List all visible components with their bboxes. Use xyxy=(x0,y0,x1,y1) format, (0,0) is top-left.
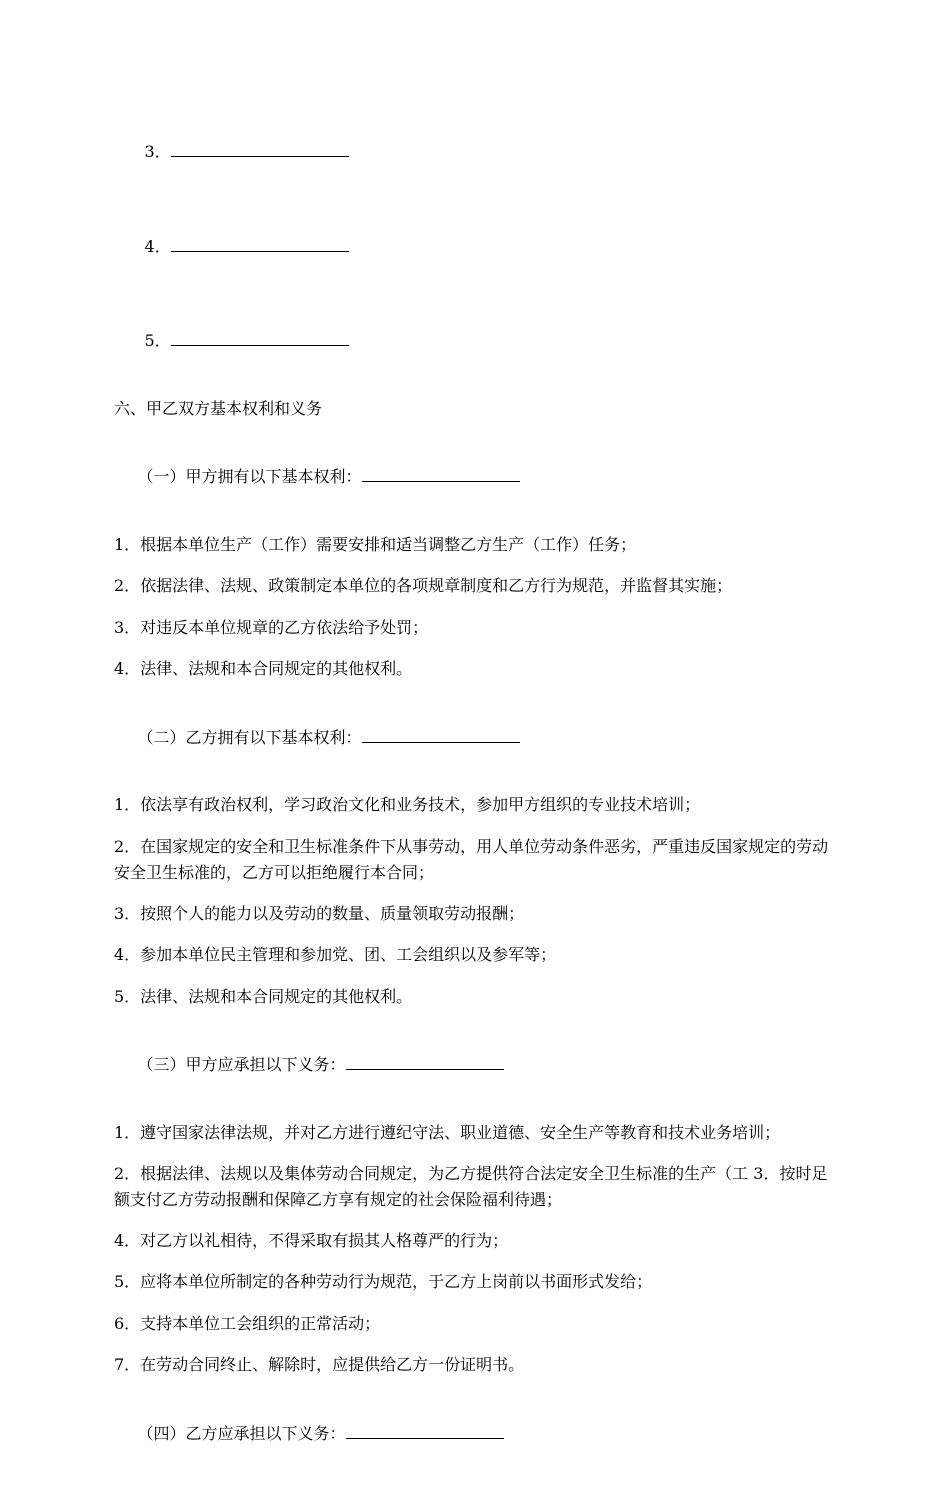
clause: 3．按照个人的能力以及劳动的数量、质量领取劳动报酬； xyxy=(114,903,525,923)
clause: 1．遵守国家法律法规，并对乙方进行遵纪守法、职业道德、安全生产等教育和技术业务培训； xyxy=(114,1122,781,1142)
section-heading: 六、甲乙双方基本权利和义务 xyxy=(114,398,323,418)
fill-in-blank[interactable] xyxy=(171,138,349,157)
fill-in-blank[interactable] xyxy=(346,1051,504,1070)
fill-in-blank[interactable] xyxy=(346,1420,504,1439)
clause: 6．支持本单位工会组织的正常活动； xyxy=(114,1313,381,1333)
clause: 2．在国家规定的安全和卫生标准条件下从事劳动，用人单位劳动条件恶劣，严重违反国家规定的劳动安全卫生标准的，乙方可以拒绝履行本合同； xyxy=(114,836,829,882)
clause: 4．对乙方以礼相待，不得采取有损其人格尊严的行为； xyxy=(114,1230,509,1250)
subsection-heading-party-a-duties xyxy=(107,1025,834,1104)
subsection-title: （四）乙方应承担以下义务： xyxy=(137,1423,346,1443)
item-number: 4． xyxy=(144,236,171,256)
subsection-title: （三）甲方应承担以下义务： xyxy=(137,1055,346,1074)
clause: 1．依法享有政治权利，学习政治文化和业务技术，参加甲方组织的专业技术培训； xyxy=(114,795,701,814)
clause: 2．根据法律、法规以及集体劳动合同规定，为乙方提供符合法定安全卫生标准的生产（工 3．按时足额支付乙方劳动报酬和保障乙方享有规定的社会保险福利待遇； xyxy=(114,1163,828,1209)
clause: 5．法律、法规和本合同规定的其他权利。 xyxy=(114,986,413,1006)
subsection-heading-party-b-rights xyxy=(107,698,834,777)
blank-item-5 xyxy=(114,301,834,380)
item-number: 5． xyxy=(144,331,171,350)
subsection-heading-party-a-rights xyxy=(107,437,834,516)
clause: 4．参加本单位民主管理和参加党、团、工会组织以及参军等； xyxy=(114,945,557,964)
subsection-title: （二）乙方拥有以下基本权利： xyxy=(137,727,362,747)
clause: 7．在劳动合同终止、解除时，应提供给乙方一份证明书。 xyxy=(114,1355,525,1374)
fill-in-blank[interactable] xyxy=(362,724,520,743)
subsection-heading-party-b-duties xyxy=(107,1394,834,1473)
subsection-title: （一）甲方拥有以下基本权利： xyxy=(137,467,362,486)
item-number: 3． xyxy=(144,142,171,161)
document-body xyxy=(114,112,834,1488)
clause: 4．法律、法规和本合同规定的其他权利。 xyxy=(114,659,413,678)
clause: 2．依据法律、法规、政策制定本单位的各项规章制度和乙方行为规范，并监督其实施； xyxy=(114,576,733,595)
blank-item-3 xyxy=(114,112,834,191)
clause: 1．根据本单位生产（工作）需要安排和适当调整乙方生产（工作）任务； xyxy=(114,534,637,554)
clause: 5．应将本单位所制定的各种劳动行为规范，于乙方上岗前以书面形式发给； xyxy=(114,1272,653,1291)
clause: 3．对违反本单位规章的乙方依法给予处罚； xyxy=(114,617,429,637)
fill-in-blank[interactable] xyxy=(362,463,520,482)
fill-in-blank[interactable] xyxy=(171,327,349,346)
fill-in-blank[interactable] xyxy=(171,233,349,252)
blank-item-4 xyxy=(114,207,834,286)
